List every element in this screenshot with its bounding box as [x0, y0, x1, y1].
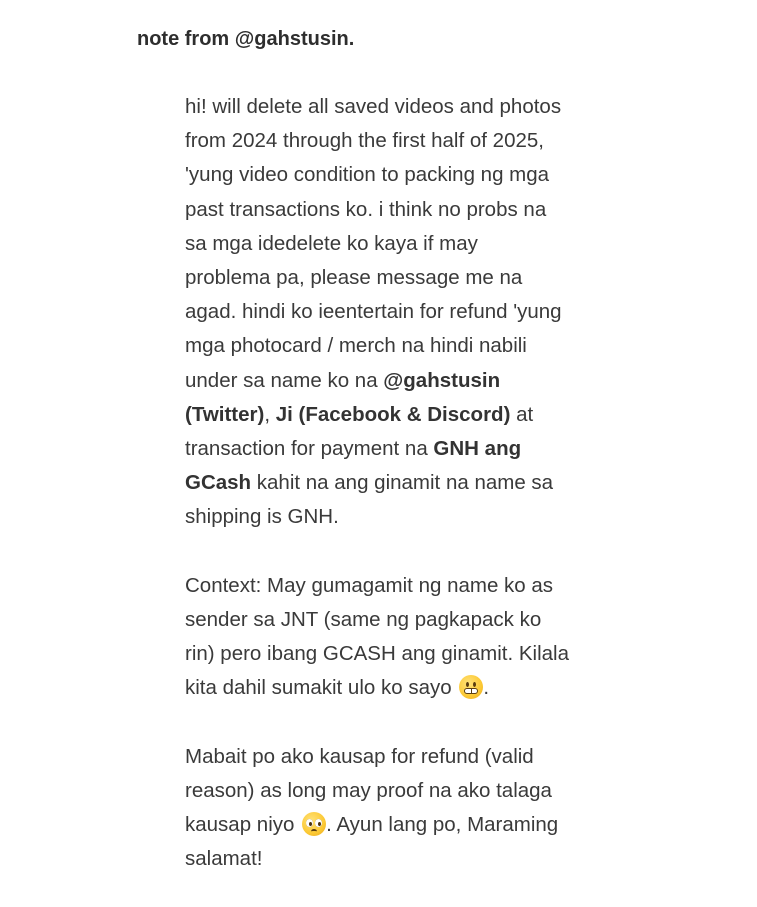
text-line: Context: May gumagamit ng name ko as: [185, 573, 554, 597]
facebook-discord-name: Ji (Facebook & Discord): [275, 402, 511, 426]
gcash-name-part1: GNH ang: [433, 436, 522, 460]
text-run: transaction for payment na: [185, 436, 434, 460]
paragraph-3: [185, 740, 625, 877]
text-run: kita dahil sumakit ulo ko sayo: [185, 676, 458, 700]
note-body: [185, 90, 625, 876]
text-line: shipping is GNH.: [185, 505, 339, 529]
paragraph-1: [185, 90, 625, 534]
text-line: Mabait po ako kausap for refund (valid: [185, 744, 534, 768]
platform-twitter: (Twitter): [185, 402, 265, 426]
text-run: under sa name ko na: [185, 368, 384, 392]
gcash-name-part2: GCash: [185, 471, 252, 495]
text-run: kahit na ang ginamit na name sa: [251, 471, 554, 495]
text-line: from 2024 through the first half of 2025,: [185, 129, 544, 153]
text-line: agad. hindi ko ieentertain for refund 'yung: [185, 300, 562, 324]
text-line: [185, 808, 625, 842]
text-run: .: [483, 676, 490, 700]
twitter-handle: @gahstusin: [383, 368, 501, 392]
text-line: rin) pero ibang GCASH ang ginamit. Kilala: [185, 642, 569, 665]
paragraph-gap: [185, 534, 625, 568]
text-line: [185, 398, 625, 432]
text-line: salamat!: [185, 847, 263, 871]
paragraph-2: [185, 569, 625, 706]
text-line: [185, 671, 625, 705]
note-title: note from @gahstusin.: [137, 28, 355, 50]
text-line: [185, 466, 625, 500]
text-line: problema pa, please message me na: [185, 265, 523, 289]
text-line: [185, 432, 625, 466]
text-run: at: [510, 402, 534, 426]
text-line: reason) as long may proof na ako talaga: [185, 778, 552, 802]
text-run: ,: [264, 402, 276, 426]
grimacing-face-emoji-icon: [459, 675, 483, 699]
text-run: kausap niyo: [185, 812, 301, 836]
text-line: sender sa JNT (same ng pagkapack ko: [185, 607, 542, 631]
text-line: hi! will delete all saved videos and photos: [185, 95, 562, 118]
text-line: mga photocard / merch na hindi nabili: [185, 334, 527, 358]
pleading-face-emoji-icon: [302, 812, 326, 836]
text-line: sa mga idedelete ko kaya if may: [185, 231, 478, 255]
text-line: 'yung video condition to packing ng mga: [185, 163, 550, 187]
text-run: . Ayun lang po, Maraming: [326, 812, 559, 836]
paragraph-gap: [185, 705, 625, 739]
text-line: [185, 364, 625, 398]
text-line: past transactions ko. i think no probs na: [185, 197, 547, 221]
